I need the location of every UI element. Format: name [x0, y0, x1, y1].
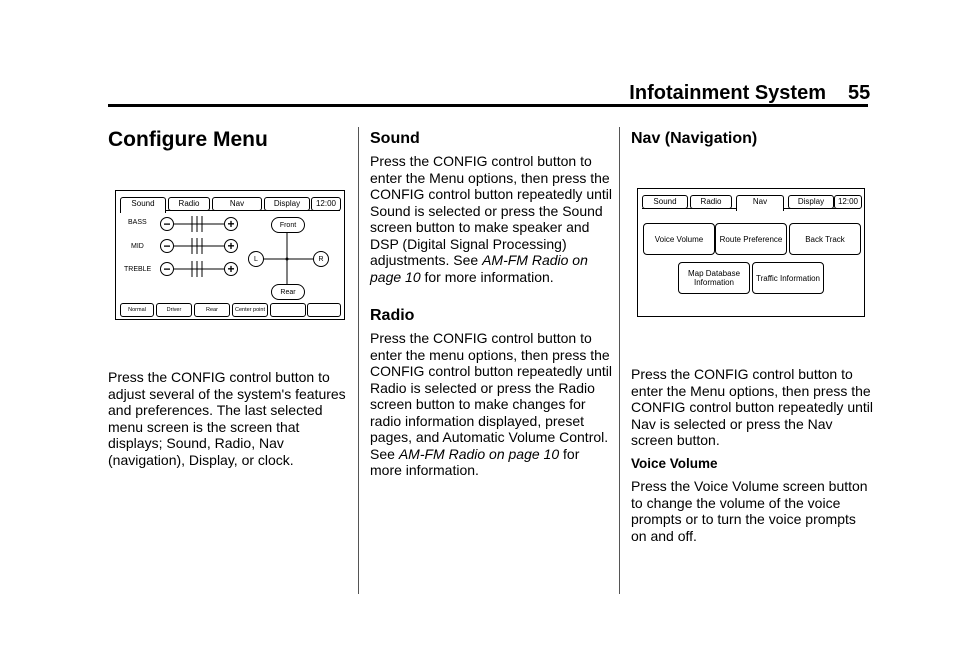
nav-text: Press the CONFIG control button to enter the Menu options, then press the CONFIG control button repeatedly until Nav is selected or press the Nav screen button.: [631, 366, 874, 448]
tab-radio[interactable]: Radio: [168, 197, 210, 211]
treble-label: TREBLE: [124, 266, 152, 273]
radio-text: [370, 330, 612, 479]
traffic-information-button[interactable]: Traffic Information: [752, 262, 824, 294]
nav-heading: Nav (Navigation): [631, 130, 758, 147]
bass-label: BASS: [128, 219, 147, 226]
radio-page-reference: AM-FM Radio on page 10: [398, 445, 560, 462]
configure-menu-heading: Configure Menu: [108, 128, 268, 151]
treble-plus-button[interactable]: +: [224, 262, 238, 276]
sound-heading: Sound: [370, 130, 420, 147]
voice-volume-button[interactable]: Voice Volume: [643, 223, 715, 255]
section-title: Infotainment System: [629, 82, 826, 104]
clock-tab[interactable]: 12:00: [311, 197, 341, 211]
map-database-information-button[interactable]: Map Database Information: [678, 262, 750, 294]
tab-nav[interactable]: Nav: [736, 195, 784, 211]
center-point-button[interactable]: Center point: [232, 303, 268, 317]
rear-preset-button[interactable]: Rear: [194, 303, 230, 317]
back-track-button[interactable]: Back Track: [789, 223, 861, 255]
tab-sound[interactable]: Sound: [642, 195, 688, 209]
configure-menu-text: Press the CONFIG control button to adjust several of the system's features and preferences. The last selected menu screen is the screen that displays; Sound, Radio, Nav (navigation), Display, or clock.: [108, 369, 346, 468]
route-preference-button[interactable]: Route Preference: [715, 223, 787, 255]
column-divider-2: [619, 127, 620, 594]
tab-radio[interactable]: Radio: [690, 195, 732, 209]
radio-text-tail: for more information.: [370, 445, 580, 478]
bass-plus-button[interactable]: +: [224, 217, 238, 231]
rear-button[interactable]: Rear: [271, 284, 305, 300]
radio-heading: Radio: [370, 307, 415, 324]
tab-sound[interactable]: Sound: [120, 197, 166, 213]
mid-plus-button[interactable]: +: [224, 239, 238, 253]
sound-page-reference: AM-FM Radio on page 10: [370, 252, 588, 285]
sound-text: [370, 153, 612, 285]
column-divider-1: [358, 127, 359, 594]
header-divider: [108, 104, 868, 107]
treble-minus-button[interactable]: −: [160, 262, 174, 276]
bass-minus-button[interactable]: −: [160, 217, 174, 231]
blank-button-1[interactable]: [270, 303, 306, 317]
normal-button[interactable]: Normal: [120, 303, 154, 317]
mid-label: MID: [131, 243, 144, 250]
nav-screen-figure: [637, 188, 865, 317]
clock-tab[interactable]: 12:00: [834, 195, 862, 209]
tab-display[interactable]: Display: [264, 197, 310, 211]
page-number: 55: [848, 82, 871, 104]
sound-screen-figure: [115, 190, 345, 320]
mid-minus-button[interactable]: −: [160, 239, 174, 253]
radio-text-body: Press the CONFIG control button to enter the menu options, then press the CONFIG control button repeatedly until Radio is selected or press the Radio screen button to make changes for radio information displayed, preset pages, and Automatic Volume Control. See: [370, 330, 613, 462]
tab-display[interactable]: Display: [788, 195, 834, 209]
right-button[interactable]: R: [313, 251, 329, 267]
eq-sliders: [116, 191, 344, 319]
front-button[interactable]: Front: [271, 217, 305, 233]
sound-text-tail: for more information.: [420, 268, 554, 285]
tab-nav[interactable]: Nav: [212, 197, 262, 211]
voice-volume-subheading: Voice Volume: [631, 456, 718, 471]
left-button[interactable]: L: [248, 251, 264, 267]
voice-volume-text: Press the Voice Volume screen button to change the volume of the voice prompts or to turn the voice prompts on and off.: [631, 478, 868, 544]
driver-button[interactable]: Driver: [156, 303, 192, 317]
sound-text-body: Press the CONFIG control button to enter the Menu options, then press the CONFIG control button repeatedly until Sound is selected or press the Sound screen button to make speaker and DSP (Digital Signal Processing) adjustments. See: [370, 153, 613, 268]
blank-button-2[interactable]: [307, 303, 341, 317]
